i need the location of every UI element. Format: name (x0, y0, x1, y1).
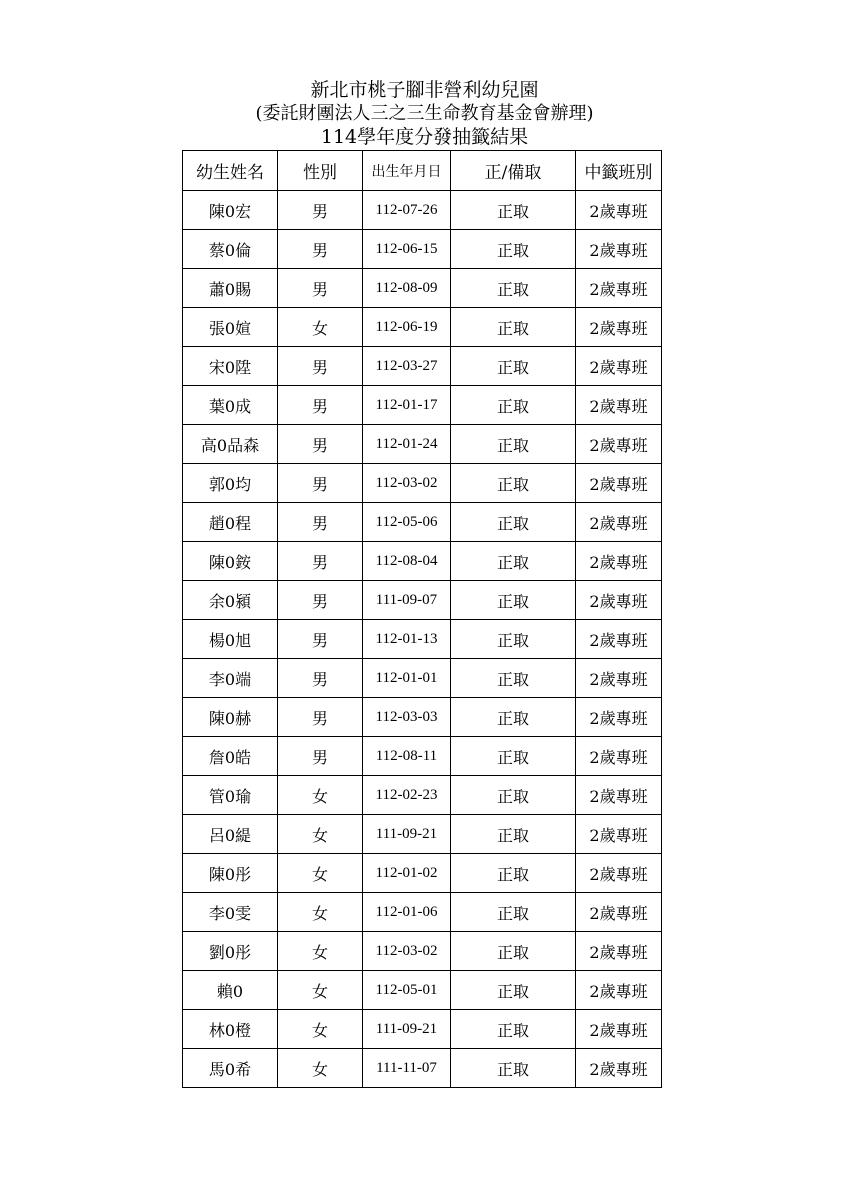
cell-name: 呂0緹 (183, 815, 278, 854)
cell-gender: 女 (278, 308, 363, 347)
table-row (183, 854, 662, 893)
cell-gender: 男 (278, 503, 363, 542)
cell-status: 正取 (451, 971, 576, 1010)
cell-class: 2歲專班 (576, 737, 662, 776)
table-row (183, 1049, 662, 1088)
cell-gender: 男 (278, 737, 363, 776)
cell-name: 郭0均 (183, 464, 278, 503)
cell-status: 正取 (451, 620, 576, 659)
cell-birth: 112-01-13 (363, 620, 451, 659)
table-row (183, 464, 662, 503)
cell-class: 2歲專班 (576, 542, 662, 581)
column-header-status: 正/備取 (451, 151, 576, 191)
cell-name: 林0橙 (183, 1010, 278, 1049)
cell-name: 賴0 (183, 971, 278, 1010)
table-row (183, 1010, 662, 1049)
cell-class: 2歲專班 (576, 191, 662, 230)
column-header-birth: 出生年月日 (363, 151, 451, 191)
cell-name: 詹0皓 (183, 737, 278, 776)
cell-name: 陳0彤 (183, 854, 278, 893)
cell-status: 正取 (451, 737, 576, 776)
cell-class: 2歲專班 (576, 854, 662, 893)
cell-birth: 112-01-02 (363, 854, 451, 893)
cell-name: 楊0旭 (183, 620, 278, 659)
cell-class: 2歲專班 (576, 620, 662, 659)
cell-class: 2歲專班 (576, 581, 662, 620)
cell-class: 2歲專班 (576, 659, 662, 698)
table-row (183, 893, 662, 932)
column-header-class: 中籤班別 (576, 151, 662, 191)
cell-gender: 女 (278, 1049, 363, 1088)
cell-birth: 112-01-06 (363, 893, 451, 932)
cell-status: 正取 (451, 347, 576, 386)
cell-status: 正取 (451, 464, 576, 503)
cell-class: 2歲專班 (576, 230, 662, 269)
cell-status: 正取 (451, 659, 576, 698)
cell-birth: 112-08-11 (363, 737, 451, 776)
cell-gender: 男 (278, 698, 363, 737)
cell-status: 正取 (451, 1010, 576, 1049)
cell-birth: 111-11-07 (363, 1049, 451, 1088)
cell-class: 2歲專班 (576, 776, 662, 815)
cell-class: 2歲專班 (576, 269, 662, 308)
cell-birth: 112-03-02 (363, 464, 451, 503)
table-row (183, 659, 662, 698)
cell-class: 2歲專班 (576, 1010, 662, 1049)
cell-name: 馬0希 (183, 1049, 278, 1088)
cell-status: 正取 (451, 503, 576, 542)
table-body (183, 191, 662, 1088)
cell-gender: 女 (278, 932, 363, 971)
table-row (183, 386, 662, 425)
cell-status: 正取 (451, 1049, 576, 1088)
table-row (183, 425, 662, 464)
cell-class: 2歲專班 (576, 425, 662, 464)
cell-gender: 男 (278, 425, 363, 464)
header-row (183, 151, 662, 191)
cell-birth: 112-05-06 (363, 503, 451, 542)
school-name: 新北市桃子腳非營利幼兒園 (310, 79, 539, 101)
cell-class: 2歲專班 (576, 932, 662, 971)
cell-class: 2歲專班 (576, 308, 662, 347)
cell-class: 2歲專班 (576, 503, 662, 542)
cell-class: 2歲專班 (576, 1049, 662, 1088)
table-row (183, 737, 662, 776)
cell-birth: 112-06-15 (363, 230, 451, 269)
cell-name: 張0媗 (183, 308, 278, 347)
cell-birth: 111-09-21 (363, 815, 451, 854)
cell-name: 李0雯 (183, 893, 278, 932)
cell-status: 正取 (451, 815, 576, 854)
cell-name: 宋0陞 (183, 347, 278, 386)
cell-name: 蔡0倫 (183, 230, 278, 269)
cell-birth: 112-01-01 (363, 659, 451, 698)
cell-gender: 男 (278, 269, 363, 308)
cell-gender: 男 (278, 659, 363, 698)
cell-class: 2歲專班 (576, 698, 662, 737)
cell-class: 2歲專班 (576, 347, 662, 386)
cell-class: 2歲專班 (576, 971, 662, 1010)
cell-name: 陳0銨 (183, 542, 278, 581)
lottery-results-table (182, 150, 662, 1088)
cell-class: 2歲專班 (576, 815, 662, 854)
cell-class: 2歲專班 (576, 464, 662, 503)
cell-name: 葉0成 (183, 386, 278, 425)
cell-name: 陳0赫 (183, 698, 278, 737)
cell-class: 2歲專班 (576, 893, 662, 932)
table-row (183, 503, 662, 542)
document-header (0, 78, 849, 148)
cell-status: 正取 (451, 776, 576, 815)
cell-gender: 女 (278, 854, 363, 893)
cell-name: 蕭0賜 (183, 269, 278, 308)
table-row (183, 191, 662, 230)
cell-name: 李0端 (183, 659, 278, 698)
cell-gender: 男 (278, 620, 363, 659)
cell-status: 正取 (451, 269, 576, 308)
cell-name: 管0瑜 (183, 776, 278, 815)
table-row (183, 308, 662, 347)
cell-status: 正取 (451, 932, 576, 971)
cell-gender: 男 (278, 191, 363, 230)
table-row (183, 971, 662, 1010)
table-row (183, 620, 662, 659)
cell-name: 余0潁 (183, 581, 278, 620)
cell-birth: 111-09-07 (363, 581, 451, 620)
cell-birth: 112-02-23 (363, 776, 451, 815)
cell-birth: 112-03-03 (363, 698, 451, 737)
cell-birth: 112-08-09 (363, 269, 451, 308)
table-row (183, 776, 662, 815)
cell-status: 正取 (451, 893, 576, 932)
table-row (183, 698, 662, 737)
cell-birth: 112-03-27 (363, 347, 451, 386)
cell-gender: 女 (278, 776, 363, 815)
cell-name: 劉0彤 (183, 932, 278, 971)
cell-status: 正取 (451, 542, 576, 581)
table-row (183, 932, 662, 971)
cell-birth: 112-07-26 (363, 191, 451, 230)
cell-status: 正取 (451, 386, 576, 425)
cell-birth: 112-01-17 (363, 386, 451, 425)
cell-name: 趙0程 (183, 503, 278, 542)
cell-gender: 女 (278, 971, 363, 1010)
table-row (183, 269, 662, 308)
table-row (183, 230, 662, 269)
column-header-name: 幼生姓名 (183, 151, 278, 191)
table-row (183, 542, 662, 581)
cell-status: 正取 (451, 425, 576, 464)
cell-birth: 112-01-24 (363, 425, 451, 464)
cell-gender: 女 (278, 1010, 363, 1049)
cell-status: 正取 (451, 230, 576, 269)
cell-gender: 男 (278, 542, 363, 581)
cell-gender: 女 (278, 815, 363, 854)
cell-gender: 男 (278, 230, 363, 269)
cell-status: 正取 (451, 191, 576, 230)
cell-name: 高0品森 (183, 425, 278, 464)
cell-birth: 112-05-01 (363, 971, 451, 1010)
result-title: 114學年度分發抽籤結果 (320, 126, 529, 148)
operator-note: (委託財團法人三之三生命教育基金會辦理) (255, 103, 594, 124)
cell-gender: 男 (278, 386, 363, 425)
cell-birth: 112-06-19 (363, 308, 451, 347)
table-row (183, 581, 662, 620)
cell-birth: 112-03-02 (363, 932, 451, 971)
table-row (183, 347, 662, 386)
cell-gender: 男 (278, 581, 363, 620)
table-row (183, 815, 662, 854)
cell-name: 陳0宏 (183, 191, 278, 230)
cell-gender: 男 (278, 464, 363, 503)
cell-status: 正取 (451, 698, 576, 737)
cell-status: 正取 (451, 854, 576, 893)
cell-birth: 111-09-21 (363, 1010, 451, 1049)
column-header-gender: 性別 (278, 151, 363, 191)
cell-status: 正取 (451, 308, 576, 347)
cell-gender: 女 (278, 893, 363, 932)
cell-status: 正取 (451, 581, 576, 620)
cell-birth: 112-08-04 (363, 542, 451, 581)
cell-gender: 男 (278, 347, 363, 386)
cell-class: 2歲專班 (576, 386, 662, 425)
